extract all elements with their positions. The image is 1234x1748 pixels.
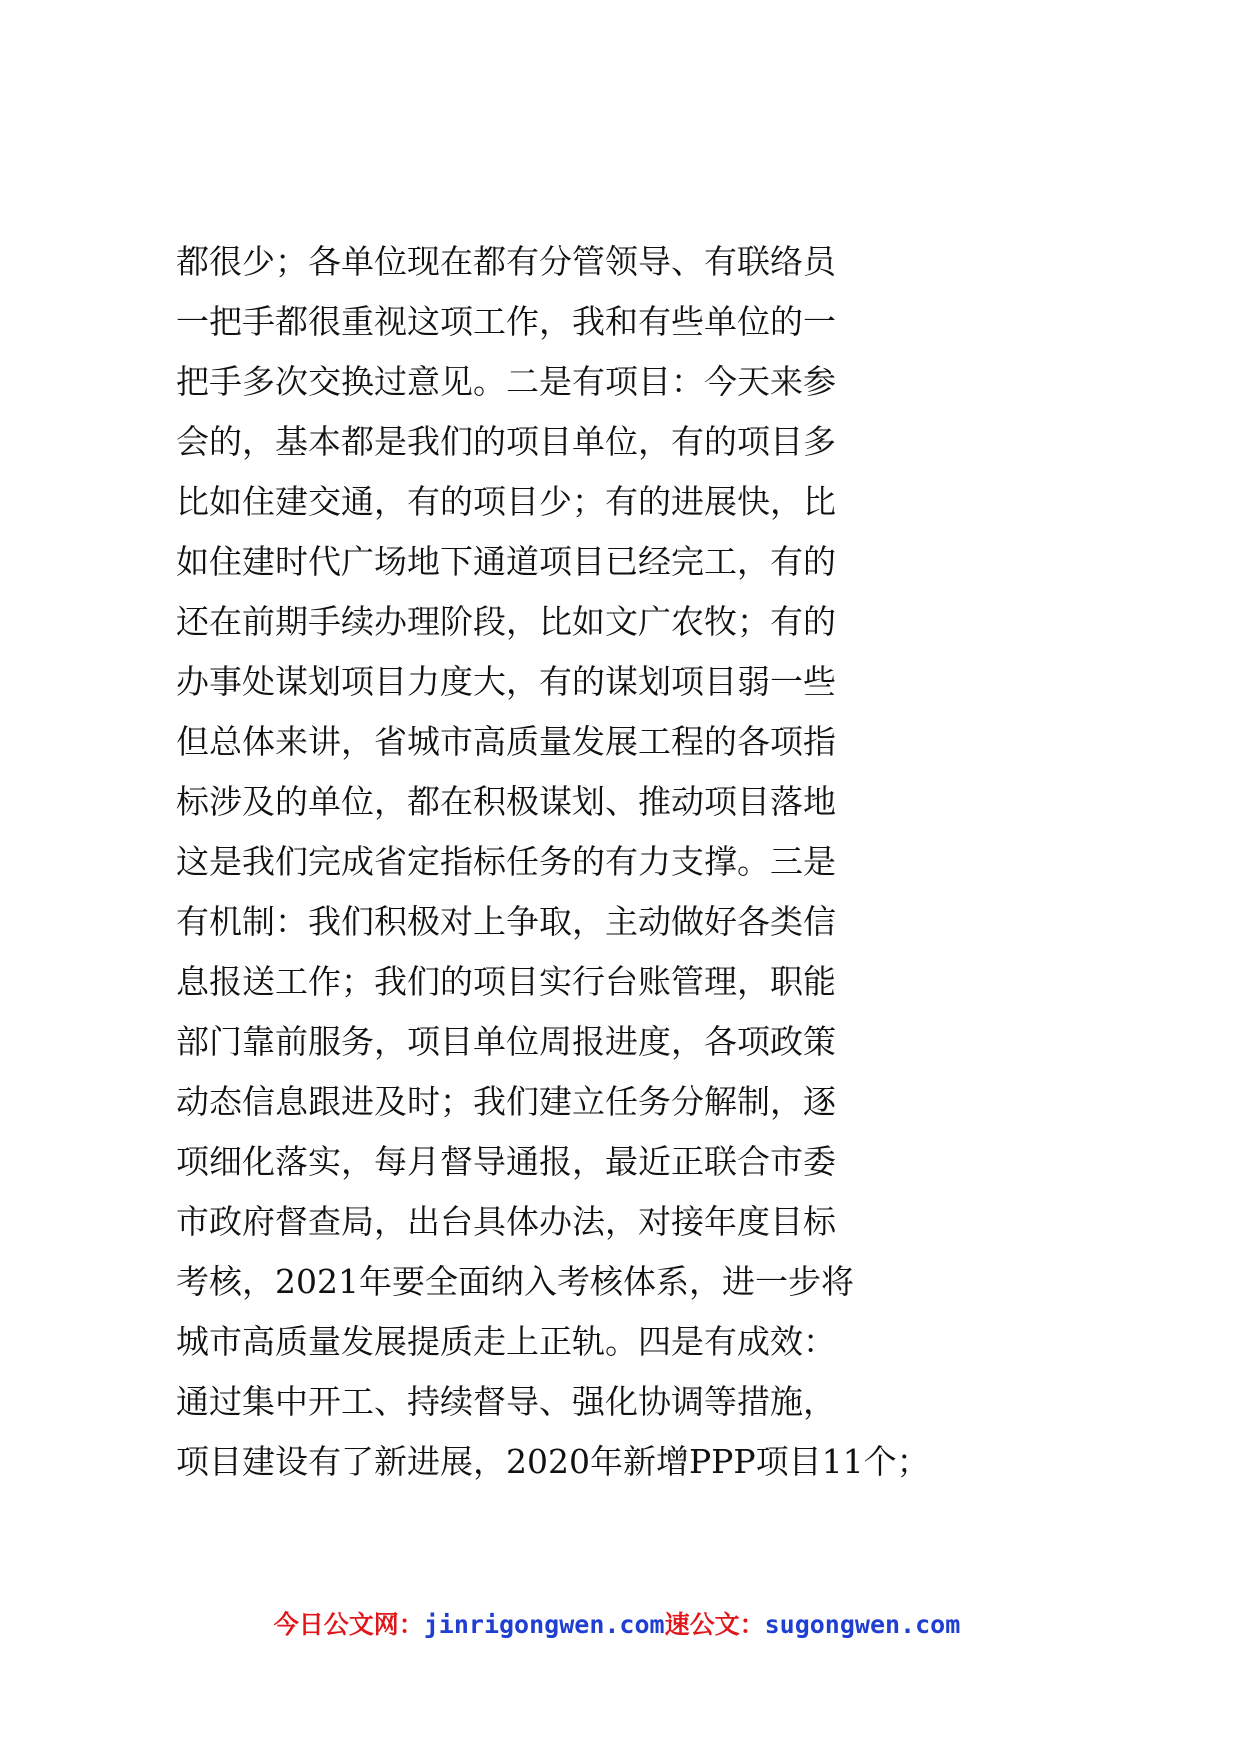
site1-url-link[interactable]: jinrigongwen.com [423, 1610, 665, 1639]
text-line: 市政府督查局，出台具体办法，对接年度目标 [176, 1202, 836, 1241]
document-body [176, 232, 1066, 1492]
text-line: 息报送工作；我们的项目实行台账管理，职能 [176, 962, 836, 1001]
text-line: 动态信息跟进及时；我们建立任务分解制，逐 [176, 1082, 836, 1121]
text-line: 如住建时代广场地下通道项目已经完工，有的 [176, 542, 836, 581]
text-line: 把手多次交换过意见。二是有项目：今天来参 [176, 362, 836, 401]
site1-name: 今日公文网： [273, 1610, 424, 1639]
text-line: 项目建设有了新进展，2020年新增PPP项目11个； [176, 1442, 930, 1481]
text-line: 城市高质量发展提质走上正轨。四是有成效： [176, 1322, 836, 1361]
footer-watermark [0, 1605, 1234, 1645]
text-line: 一把手都很重视这项工作，我和有些单位的一 [176, 302, 836, 341]
site2-url-link[interactable]: sugongwen.com [764, 1610, 961, 1639]
text-line: 会的，基本都是我们的项目单位，有的项目多 [176, 422, 836, 461]
text-line: 办事处谋划项目力度大，有的谋划项目弱一些 [176, 662, 836, 701]
text-line: 有机制：我们积极对上争取，主动做好各类信 [176, 902, 836, 941]
site2-name: 速公文： [664, 1610, 765, 1639]
text-line: 通过集中开工、持续督导、强化协调等措施， [176, 1382, 836, 1421]
text-line: 部门靠前服务，项目单位周报进度，各项政策 [176, 1022, 836, 1061]
text-line: 都很少；各单位现在都有分管领导、有联络员 [176, 242, 836, 281]
text-line: 但总体来讲，省城市高质量发展工程的各项指 [176, 722, 836, 761]
text-line: 项细化落实，每月督导通报，最近正联合市委 [176, 1142, 836, 1181]
text-line: 考核，2021年要全面纳入考核体系，进一步将 [176, 1262, 854, 1301]
text-line: 比如住建交通，有的项目少；有的进展快，比 [176, 482, 836, 521]
text-line: 这是我们完成省定指标任务的有力支撑。三是 [176, 842, 836, 881]
text-line: 还在前期手续办理阶段，比如文广农牧；有的 [176, 602, 836, 641]
text-line: 标涉及的单位，都在积极谋划、推动项目落地 [176, 782, 836, 821]
